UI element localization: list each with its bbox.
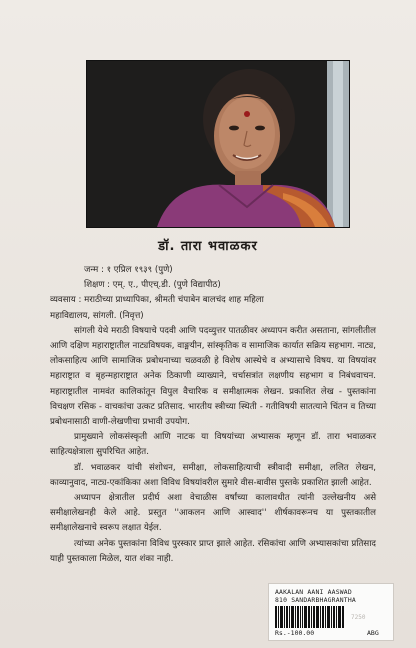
sticker-faint-number: 7250 — [351, 614, 366, 621]
education-line: शिक्षण : एम्. ए., पीएच्.डी. (पुणे विद्यापीठ) — [84, 280, 221, 291]
author-name: डॉ. तारा भवाळकर — [158, 239, 258, 254]
sticker-title-line: AAKALAN AANI AASWAD — [275, 588, 352, 596]
sticker-subtitle-line: 810 SANDARBHAGRANTHA — [275, 596, 356, 604]
sticker-code: ABG — [367, 629, 379, 637]
bio-paragraph-3: डॉ. भवाळकर यांची संशोधन, समीक्षा, लोकसाहित्याची स्त्रीवादी समीक्षा, ललित लेखन, काव्यानुवाद, नाट्य-एकांकिका अशा विविध विषयांवरील सुमारे वीस-बावीस पुस्तके प्रकाशित झाली आहेत. — [50, 462, 376, 488]
barcode-icon — [275, 606, 345, 628]
author-photo — [86, 60, 350, 228]
sticker-price: Rs.-100.00 — [275, 629, 315, 637]
birth-line: जन्म : १ एप्रिल १९३९ (पुणे) — [84, 265, 173, 275]
author-bio — [50, 263, 376, 567]
price-sticker — [268, 583, 394, 641]
author-portrait-image — [87, 61, 349, 227]
bio-paragraph-1: सांगली येथे मराठी विषयाचे पदवी आणि पदव्युत्तर पातळीवर अध्यापन करीत असताना, सांगलीतील आणि दक्षिण महाराष्ट्रातील नाट्यविषयक, वाङ्मयीन, सांस्कृतिक व सामाजिक कार्यात सक्रिय सहभाग. नाट्य, लोकसाहित्य आणि सामाजिक प्रबोधनाच्या चळवळी हे विशेष आस्थेचे व अभ्यासाचे विषय. या विषयांवर महाराष्ट्रात व बृहन्महाराष्ट्रात अनेक ठिकाणी व्याख्याने, चर्चासत्रांत लक्षणीय सहभाग व निबंधवाचन. महाराष्ट्रातील नामवंत कालिकांतून विपुल वैचारिक व समीक्षात्मक लेखन. प्रकाशित लेख - पुस्तकांना विचक्षण रसिक - वाचकांचा उत्कट प्रतिसाद. भारतीय स्त्रीच्या स्थिती - गतीविषयी सातत्याने चिंतन व तिच्या प्रबोधनासाठी वाणी-लेखणीचा प्रभावी उपयोग. — [50, 325, 376, 428]
bio-paragraph-5: त्यांच्या अनेक पुस्तकांना विविध पुरस्कार प्राप्त झाले आहेत. रसिकांचा आणि अभ्यासकांचा प्रतिसाद याही पुस्तकाला मिळेल, यात शंका नाही. — [50, 538, 376, 564]
bio-paragraph-2: प्रामुख्याने लोकसंस्कृती आणि नाटक या विषयांच्या अभ्यासक म्हणून डॉ. तारा भवाळकर साहित्यक्षेत्राला सुपरिचित आहेत. — [50, 432, 376, 458]
profession-line: व्यवसाय : मराठीच्या प्राध्यापिका, श्रीमती चंपाबेन बालचंद शाह महिला — [50, 295, 264, 306]
profession-line-continued: महाविद्यालय, सांगली. (निवृत्त) — [50, 310, 144, 321]
bio-paragraph-4: अध्यापन क्षेत्रातील प्रदीर्घ अशा वेचाळीस वर्षांच्या कालावधीत त्यांनी उल्लेखनीय असे समीक्षालेखनही केले आहे. प्रस्तुत ''आकलन आणि आस्वाद'' शीर्षकावरूनच या पुस्तकातील समीक्षालेखनाचे स्वरूप लक्षात येईल. — [50, 493, 376, 534]
